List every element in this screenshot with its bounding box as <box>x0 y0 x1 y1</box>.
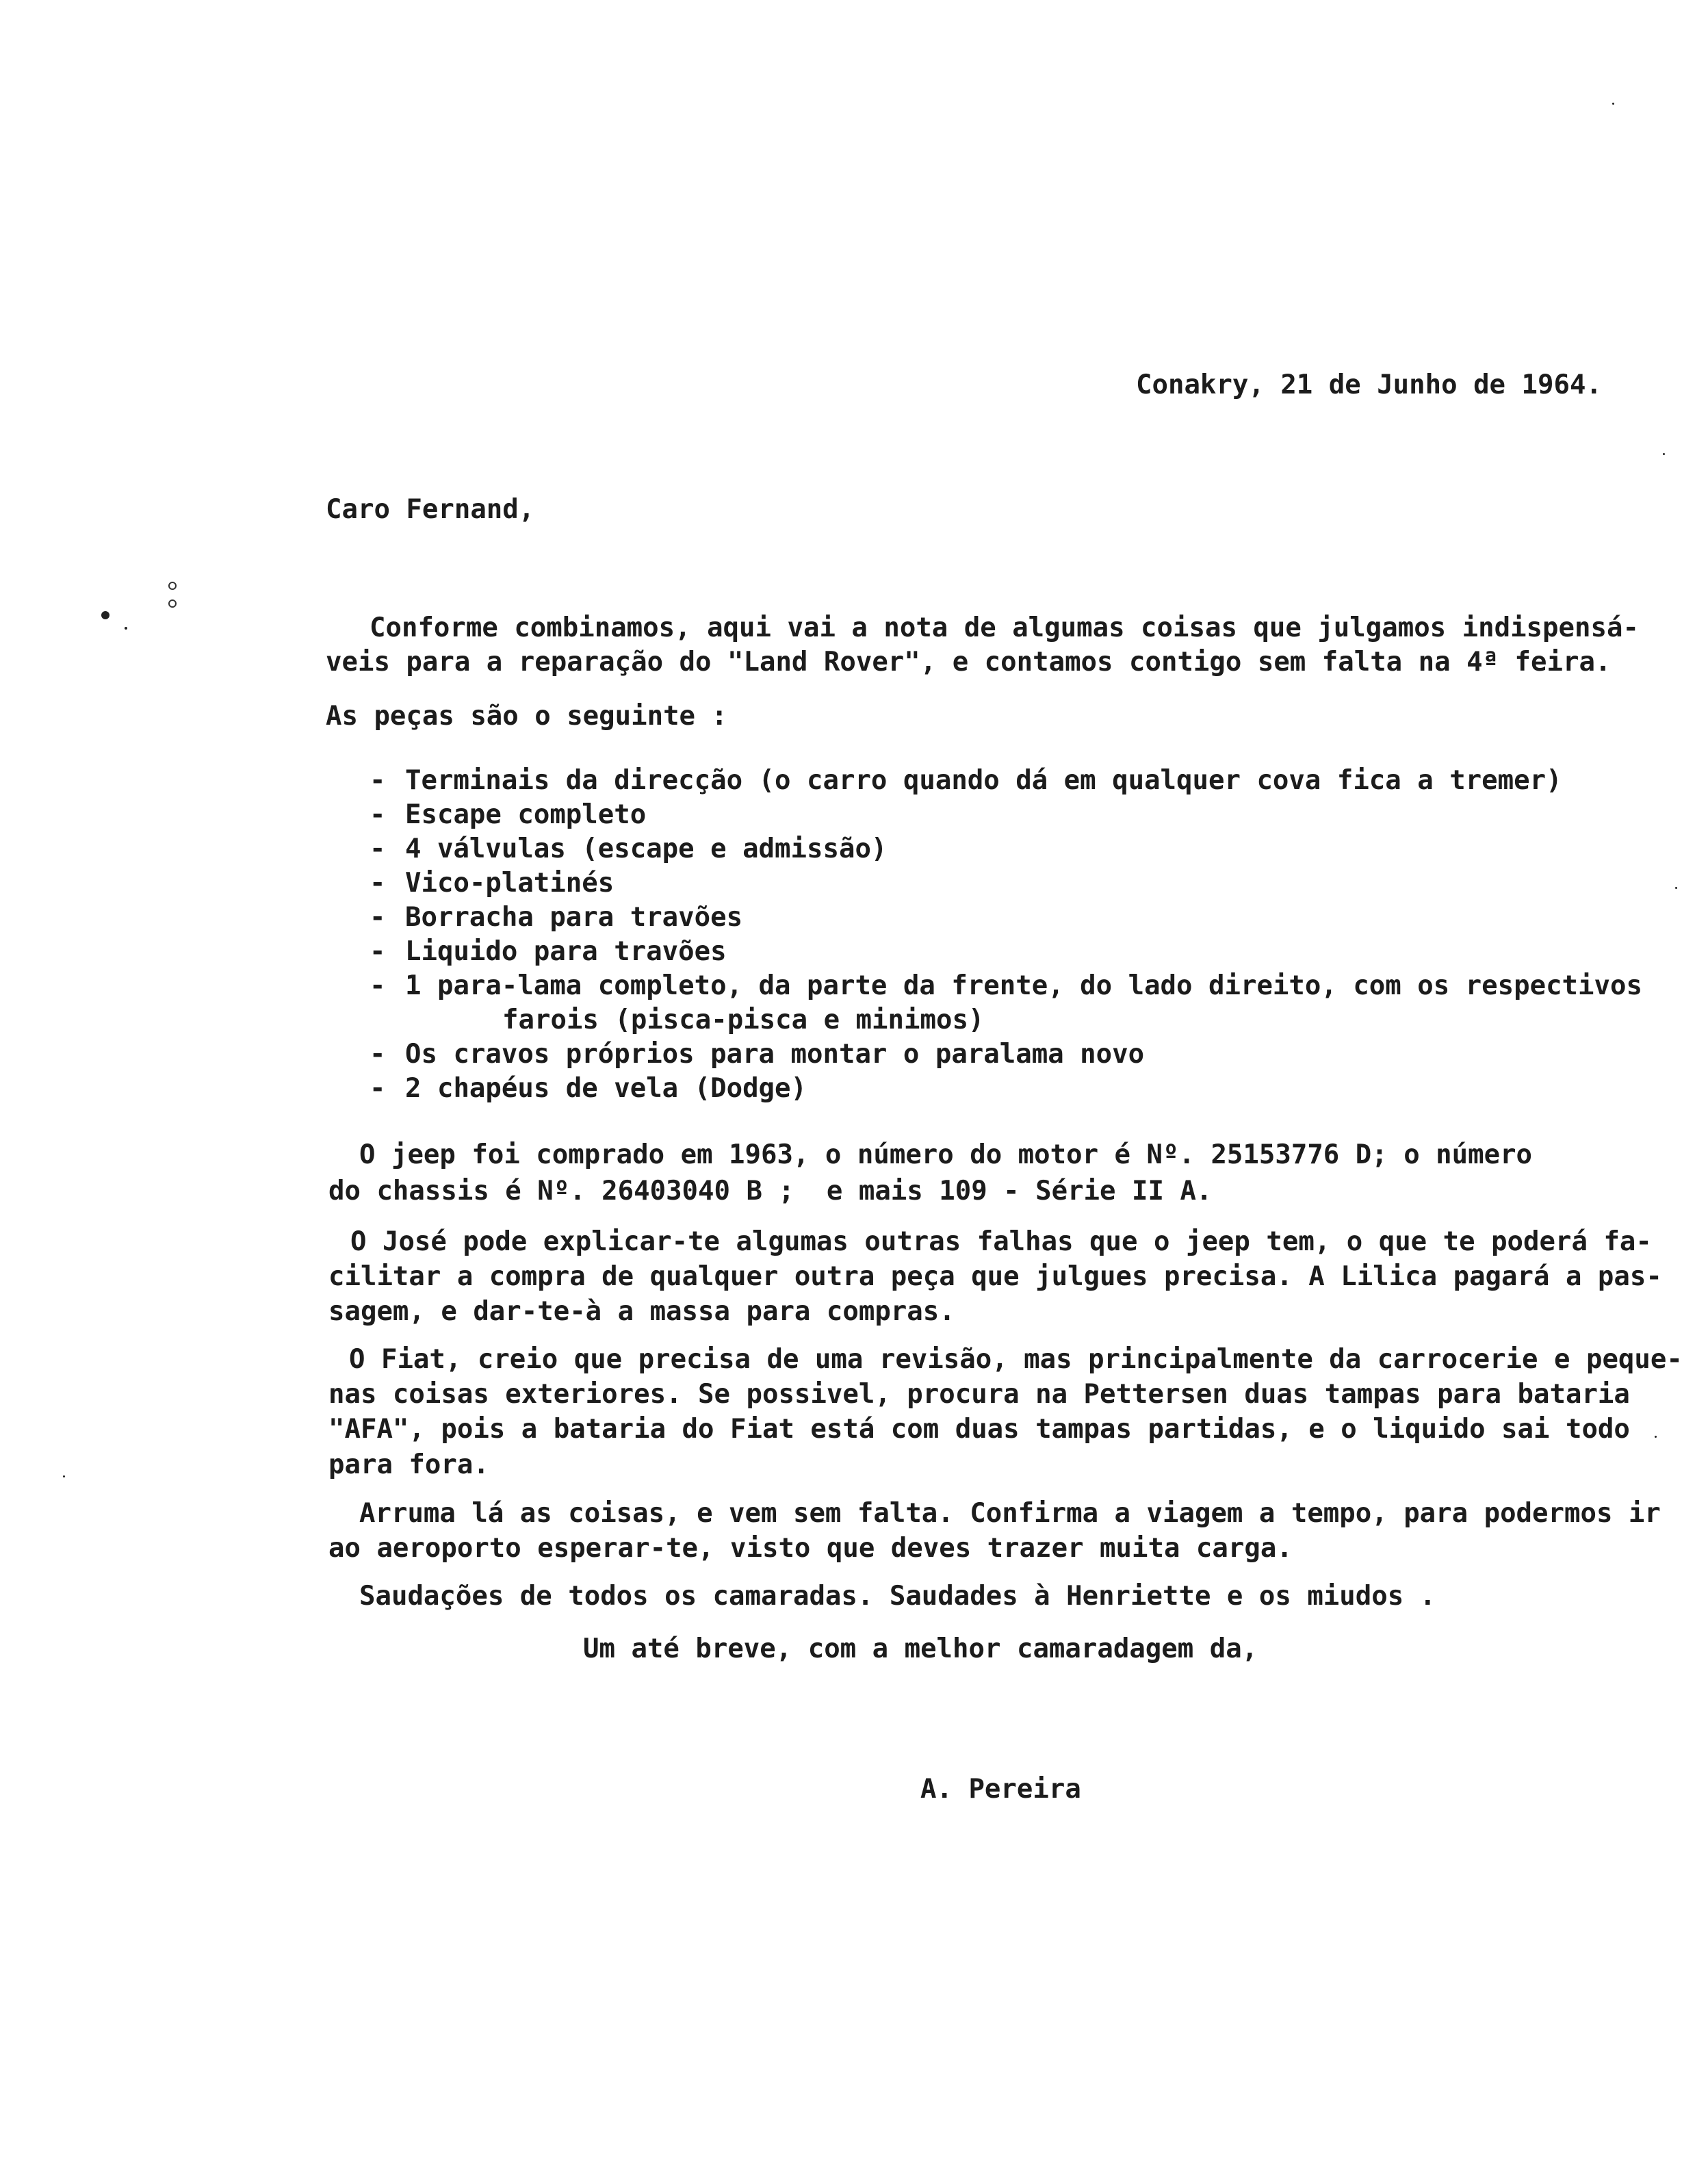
list-item-continuation: farois (pisca-pisca e minimos) <box>502 1005 985 1035</box>
list-item-text: Os cravos próprios para montar o paralama novo <box>405 1039 1145 1070</box>
list-item <box>370 832 887 866</box>
paragraph-line: sagem, e dar-te-à a massa para compras. <box>328 1296 955 1327</box>
paragraph-line: O jeep foi comprado em 1963, o número do motor é Nº. 25153776 D; o número <box>359 1139 1533 1170</box>
paragraph-line: cilitar a compra de qualquer outra peça que julgues precisa. A Lilica pagará a pas- <box>328 1261 1662 1292</box>
scan-speck <box>125 627 127 630</box>
list-item <box>370 798 646 832</box>
list-item-text: Vico-platinés <box>405 868 614 899</box>
scan-speck <box>1675 887 1677 889</box>
list-item-text: 1 para-lama completo, da parte da frente, do lado direito, com os respectivos <box>405 970 1642 1001</box>
scan-speck <box>63 1475 65 1477</box>
bullet-dash: - <box>370 970 386 1001</box>
list-item-text: Escape completo <box>405 799 647 830</box>
list-item-text: 4 válvulas (escape e admissão) <box>405 834 888 864</box>
scan-speck <box>1655 1436 1657 1438</box>
scan-speck <box>168 582 177 590</box>
list-item-text: Borracha para travões <box>405 902 743 933</box>
salutation: Caro Fernand, <box>326 494 535 525</box>
bullet-dash: - <box>370 1073 386 1104</box>
bullet-dash: - <box>370 936 386 967</box>
list-item-text: Terminais da direcção (o carro quando dá em qualquer cova fica a tremer) <box>405 765 1562 796</box>
list-item <box>370 969 1642 1003</box>
paragraph-line: Arruma lá as coisas, e vem sem falta. Confirma a viagem a tempo, para podermos ir <box>359 1498 1661 1529</box>
greetings-line: Saudações de todos os camaradas. Saudades à Henriette e os miudos . <box>359 1581 1436 1612</box>
list-item <box>370 764 1562 798</box>
closing-line: Um até breve, com a melhor camaradagem da, <box>583 1633 1258 1664</box>
letter-date: Conakry, 21 de Junho de 1964. <box>1136 370 1602 400</box>
scan-speck <box>1612 103 1614 105</box>
paragraph-line: ao aeroporto esperar-te, visto que deves trazer muita carga. <box>328 1533 1293 1564</box>
paragraph-line: O Fiat, creio que precisa de uma revisão, mas principalmente da carrocerie e peque- <box>349 1344 1683 1375</box>
bullet-dash: - <box>370 765 386 796</box>
paragraph-line: veis para a reparação do "Land Rover", e contamos contigo sem falta na 4ª feira. <box>326 647 1612 677</box>
signature: A. Pereira <box>920 1774 1081 1805</box>
list-item-text: 2 chapéus de vela (Dodge) <box>405 1073 807 1104</box>
paragraph-line: do chassis é Nº. 26403040 B ; e mais 109 - Série II A. <box>328 1176 1213 1206</box>
paragraph-line: para fora. <box>328 1449 489 1480</box>
paragraph-line: nas coisas exteriores. Se possivel, procura na Pettersen duas tampas para bataria <box>328 1379 1630 1410</box>
list-item <box>370 901 742 935</box>
scan-speck <box>168 599 177 608</box>
bullet-dash: - <box>370 1039 386 1070</box>
bullet-dash: - <box>370 799 386 830</box>
list-item-text: Liquido para travões <box>405 936 727 967</box>
list-item <box>370 1037 1144 1072</box>
list-item <box>370 935 727 969</box>
paragraph-line: "AFA", pois a bataria do Fiat está com duas tampas partidas, e o liquido sai todo <box>328 1414 1630 1445</box>
bullet-dash: - <box>370 868 386 899</box>
bullet-dash: - <box>370 834 386 864</box>
list-item <box>370 866 614 901</box>
scan-speck <box>101 611 109 619</box>
parts-intro: As peças são o seguinte : <box>326 701 727 732</box>
bullet-dash: - <box>370 902 386 933</box>
paragraph-line: O José pode explicar-te algumas outras falhas que o jeep tem, o que te poderá fa- <box>350 1226 1652 1257</box>
scan-speck <box>1663 453 1665 455</box>
paragraph-line: Conforme combinamos, aqui vai a nota de algumas coisas que julgamos indispensá- <box>370 612 1639 643</box>
list-item <box>370 1072 807 1106</box>
